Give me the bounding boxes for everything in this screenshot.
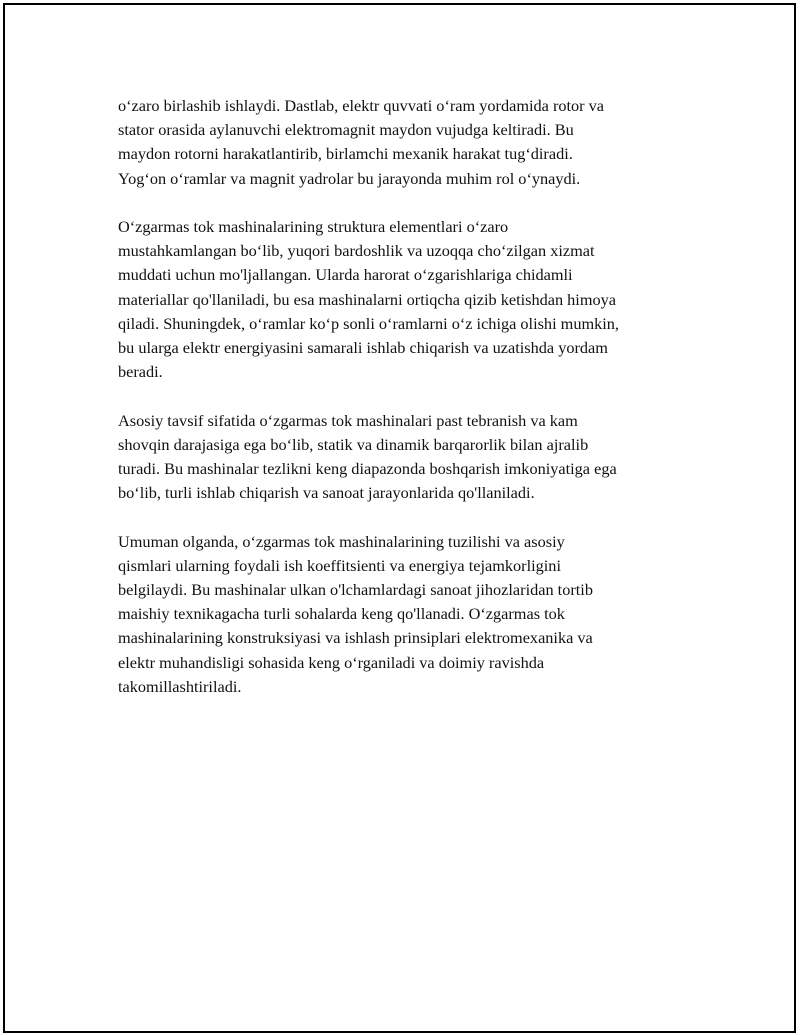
text-line: maydon rotorni harakatlantirib, birlamchi mexanik harakat tug‘diradi.	[118, 144, 573, 164]
text-line: elektr muhandisligi sohasida keng o‘rganiladi va doimiy ravishda	[118, 652, 545, 672]
paragraph-4	[118, 530, 688, 699]
text-line: takomillashtiriladi.	[118, 676, 242, 696]
text-line: o‘zaro birlashib ishlaydi. Dastlab, elektr quvvati o‘ram yordamida rotor va	[118, 96, 605, 115]
paragraph-1	[118, 94, 688, 191]
text-line: materiallar qo'llaniladi, bu esa mashinalarni ortiqcha qizib ketishdan himoya	[118, 289, 617, 309]
text-line: qiladi. Shuningdek, o‘ramlar ko‘p sonli o‘ramlarni o‘z ichiga olishi mumkin,	[118, 313, 620, 333]
text-line: stator orasida aylanuvchi elektromagnit maydon vujudga keltiradi. Bu	[118, 120, 574, 140]
text-line: O‘zgarmas tok mashinalarining struktura elementlari o‘zaro	[118, 217, 509, 236]
document-body	[118, 94, 688, 723]
text-line: muddati uchun mo'ljallangan. Ularda harorat o‘zgarishlariga chidamli	[118, 265, 573, 285]
text-line: mashinalarining konstruksiyasi va ishlash prinsiplari elektromexanika va	[118, 628, 593, 648]
text-line: bo‘lib, turli ishlab chiqarish va sanoat jarayonlarida qo'llaniladi.	[118, 483, 535, 503]
text-line: maishiy texnikagacha turli sohalarda keng qo'llanadi. O‘zgarmas tok	[118, 604, 565, 624]
text-line: Yog‘on o‘ramlar va magnit yadrolar bu jarayonda muhim rol o‘ynaydi.	[118, 168, 581, 188]
text-line: mustahkamlangan bo‘lib, yuqori bardoshlik va uzoqqa cho‘zilgan xizmat	[118, 241, 595, 261]
paragraph-3	[118, 409, 688, 506]
paragraph-2	[118, 215, 688, 384]
text-line: beradi.	[118, 362, 163, 382]
text-line: belgilaydi. Bu mashinalar ulkan o'lchamlardagi sanoat jihozlaridan tortib	[118, 580, 593, 600]
text-line: turadi. Bu mashinalar tezlikni keng diapazonda boshqarish imkoniyatiga ega	[118, 459, 617, 479]
text-line: qismlari ularning foydali ish koeffitsienti va energiya tejamkorligini	[118, 555, 561, 575]
text-line: Umuman olganda, o‘zgarmas tok mashinalarining tuzilishi va asosiy	[118, 531, 565, 551]
text-line: shovqin darajasiga ega bo‘lib, statik va dinamik barqarorlik bilan ajralib	[118, 434, 589, 454]
text-line: Asosiy tavsif sifatida o‘zgarmas tok mashinalari past tebranish va kam	[118, 410, 578, 430]
text-line: bu ularga elektr energiyasini samarali ishlab chiqarish va uzatishda yordam	[118, 338, 608, 358]
